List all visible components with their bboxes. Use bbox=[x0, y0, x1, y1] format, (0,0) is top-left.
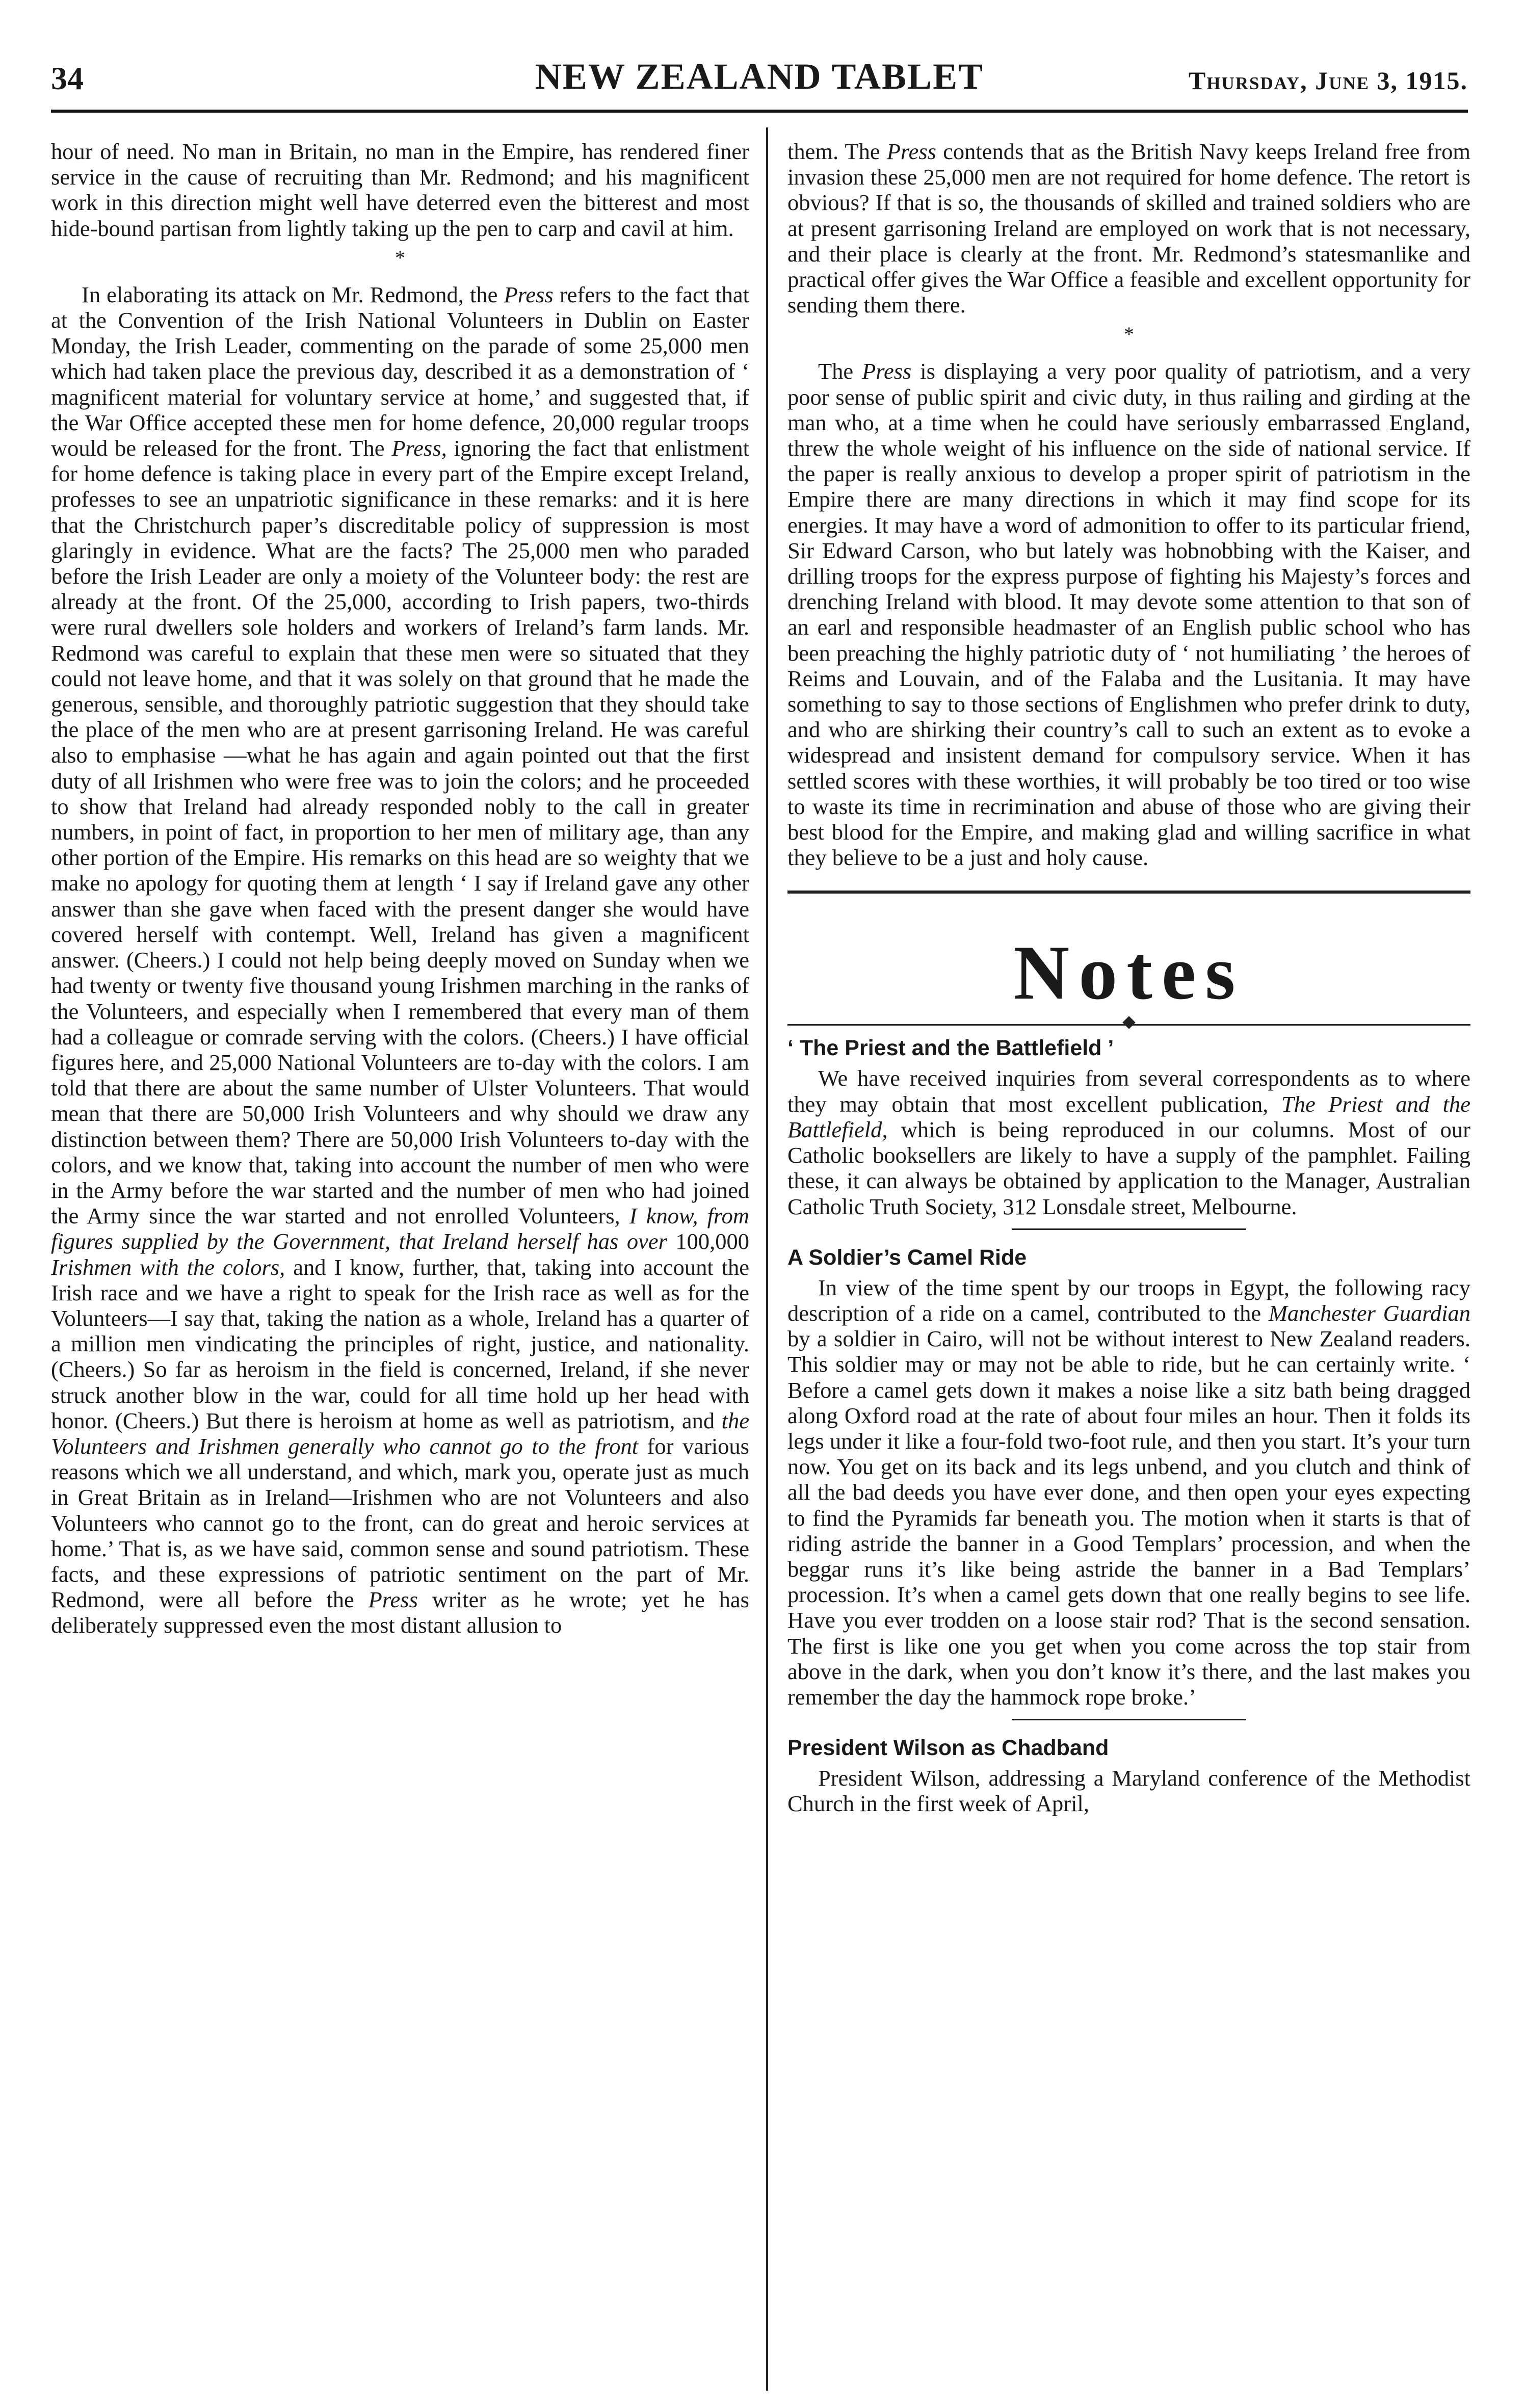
note-divider bbox=[1012, 1719, 1246, 1720]
right-paragraph-2 bbox=[787, 358, 1470, 870]
text-run: for various reasons which we all understand, and which, mark you, operate just as much in Great Britain as in Ireland—Irishmen who are not Volunteers and also Volunteers who cannot go to the front, can do great and heroic services at home.’ That is, as we have said, common sense and sound patriotism. These facts, and these expressions of patriotic sentiment on the part of Mr. Redmond, were all before the bbox=[51, 1433, 749, 1613]
text-run: contends that as the British Navy keeps Ireland free from invasion these 25,000 men are not required for home defence. The retort is obvious? If that is so, the thousands of skilled and trained soldiers who are at present garrisoning Ireland are employed on work that is not necessary, and their place is clearly at the front. Mr. Redmond’s statesmanlike and practical offer gives the War Office a feasible and excellent opportunity for sending them there. bbox=[787, 139, 1470, 318]
left-column bbox=[51, 139, 749, 1638]
notes-section-title: Notes bbox=[787, 891, 1470, 1011]
column-divider bbox=[766, 127, 768, 2391]
text-run: and I know, further, that, taking into account the Irish race and we have a right to speak for the Irish race as well as for the Volunteers—I say that, taking the nation as a whole, Ireland has a quarter of a million men vindicating the principles of right, justice, and nationality. (Cheers.) So far as heroism in the field is concerned, Ireland, if she never struck another blow in the war, could for all time hold up her head with honor. (Cheers.) But there is heroism at home as well as patriotism, and bbox=[51, 1254, 749, 1433]
italic-quote: the Volunteers and Irishmen generally who cannot go to the front bbox=[51, 1407, 749, 1459]
text-run: We have received inquiries from several correspondents as to where they may obtain that most excellent publication, bbox=[787, 1065, 1470, 1117]
press-name: Press bbox=[862, 358, 912, 384]
text-run: 100,000 bbox=[667, 1228, 750, 1254]
section-separator: * bbox=[1124, 323, 1134, 346]
text-run: refers to the fact that at the Convention of the Irish National Volunteers in Dublin on Easter Monday, the Irish Leader, commenting on the parade of some 25,000 men which had taken place the previous day, described it as a demonstration of ‘ magnificent material for voluntary service at home,’ and suggested that, if the War Office accepted these men for home defence, 20,000 regular troops would be released for the front. The bbox=[51, 281, 749, 461]
italic-title: Manchester Guardian bbox=[1268, 1300, 1470, 1326]
italic-quote: I know, from figures supplied by the Government, that Ireland herself has over bbox=[51, 1203, 749, 1254]
text-run: In elaborating its attack on Mr. Redmond, the bbox=[82, 281, 504, 307]
text-run: In view of the time spent by our troops in Egypt, the following racy description of a ride on a camel, contributed to the bbox=[787, 1274, 1470, 1326]
diamond-ornament-icon bbox=[1122, 1016, 1135, 1029]
page-number: 34 bbox=[51, 60, 84, 96]
right-paragraph-1 bbox=[787, 139, 1470, 318]
text-run: ignoring the fact that enlistment for home defence is taking place in every part of the Empire except Ireland, professes to see an unpatriotic significance in these remarks: and it is here that the Christchurch paper’s discreditable policy of suppression is most glaringly in evidence. What are the facts? The 25,000 men who paraded before the Irish Leader are only a moiety of the Volunteer body: the rest are already at the front. Of the 25,000, according to Irish papers, two-thirds were rural dwellers sole holders and workers of Ireland’s farm lands. Mr. Redmond was careful to explain that these men were so situated that they could not leave home, and that it was solely on that ground that he made the generous, sensible, and thoroughly patriotic suggestion that they should take the place of the men who are at present garrisoning Ireland. He was careful also to emphasise —what he has again and again pointed out that the first duty of all Irishmen who were free was to join the colors; and he proceeded to show that Ireland had already responded nobly to the call in greater numbers, in point of fact, in proportion to her men of military age, than any other portion of the Empire. His remarks on this head are so weighty that we make no apology for quoting them at length ‘ I say if Ireland gave any other answer than she gave when faced with the present danger she would have covered herself with contempt. Well, Ireland has given a magnificent answer. (Cheers.) I could not help being deeply moved on Sunday when we had twenty or twenty five thousand young Irishmen marching in the ranks of the Volunteers, and especially when I remembered that every man of them had a colleague or comrade serving with the colors. (Cheers.) I have official figures here, and 25,000 National Volunteers are to-day with the colors. I am told that there are about the same number of Ulster Volunteers. That would mean that there are 50,000 Irish Volunteers and why should we draw any distinction between them? There are 50,000 Irish Volunteers to-day with the colors, and we know that, taking into account the number of men who were in the Army before the war started and the number of men who had joined the Army since the war started and not enrolled Volunteers, bbox=[51, 435, 749, 1229]
section-separator: * bbox=[395, 246, 405, 269]
press-name: Press bbox=[504, 281, 554, 307]
text-run: The bbox=[818, 358, 862, 384]
left-paragraph-1: hour of need. No man in Britain, no man in the Empire, has rendered finer service in the cause of recruiting than Mr. Redmond; and his magnificent work in this direction might well have deterred even the bitterest and most hide-bound partisan from lightly taking up the pen to carp and cavil at him. bbox=[51, 139, 749, 241]
note-body-wilson: President Wilson, addressing a Maryland conference of the Methodist Church in the first week of April, bbox=[787, 1765, 1470, 1817]
note-heading-priest: ‘ The Priest and the Battlefield ’ bbox=[787, 1036, 1114, 1061]
text-run: by a soldier in Cairo, will not be without interest to New Zealand readers. This soldier may or may not be able to ride, but he can certainly write. ‘ Before a camel gets down it makes a noise like a sitz bath being dragged along Oxford road at the rate of about four miles an hour. Then it folds its legs under it like a four-fold two-foot rule, and then you start. It’s your turn now. You get on its back and its legs unbend, and you clutch and think of all the bad deeds you have ever done, and then open your eyes expecting to find the Pyramids far beneath you. The motion when it starts is that of riding astride the banner in a Good Templars’ procession, and when the beggar runs it’s like being astride the banner in a Bad Templars’ procession. It’s when a camel gets down that one really begins to see life. Have you ever trodden on a loose stair rod? That is the second sensation. The first is like one you get when you come across the top stair from above in the dark, when you don’t know it’s there, and the last makes you remember the day the hammock rope broke.’ bbox=[787, 1326, 1470, 1710]
note-body-priest bbox=[787, 1065, 1470, 1219]
right-column bbox=[787, 139, 1470, 1817]
issue-date: Thursday, June 3, 1915. bbox=[1188, 66, 1468, 95]
publication-title: NEW ZEALAND TABLET bbox=[535, 56, 984, 97]
note-body-camel bbox=[787, 1275, 1470, 1710]
masthead bbox=[51, 54, 1468, 113]
notes-ornament-rule bbox=[787, 1024, 1470, 1026]
press-name: Press bbox=[368, 1587, 418, 1613]
text-run: them. The bbox=[787, 139, 887, 164]
text-run: is displaying a very poor quality of patriotism, and a very poor sense of public spirit and civic duty, in thus railing and girding at the man who, at a time when he could have seriously embarrassed England, threw the whole weight of his influence on the side of national service. If the paper is really anxious to develop a proper spirit of patriotism in the Empire there are many directions in which it may find scope for its energies. It may have a word of admonition to offer to its particular friend, Sir Edward Carson, who but lately was hobnobbing with the Kaiser, and drilling troops for the express purpose of fighting his Majesty’s forces and drenching Ireland with blood. It may devote some attention to that son of an earl and responsible headmaster of an English public school who has been preaching the highly patriotic duty of ‘ not humiliating ’ the heroes of Reims and Louvain, and of the Falaba and the Lusitania. It may have something to say to those sections of Englishmen who prefer drink to duty, and who are shirking their country’s call to such an extent as to evoke a widespread and insistent demand for compulsory service. When it has settled scores with these worthies, it will probably be too tired or too wise to waste its time in recrimination and abuse of those who are giving their best blood for the Empire, and making glad and willing sacrifice in what they believe to be a just and holy cause. bbox=[787, 358, 1471, 871]
text-run: which is being reproduced in our columns. Most of our Catholic booksellers are likely to have a supply of the pamphlet. Failing these, it can always be obtained by application to the Manager, Australian Catholic Truth Society, 312 Lonsdale street, Melbourne. bbox=[787, 1116, 1470, 1219]
press-name: Press, bbox=[391, 435, 447, 461]
italic-title: The Priest and the Battlefield, bbox=[787, 1091, 1470, 1142]
note-divider bbox=[1012, 1228, 1246, 1230]
italic-quote: Irishmen with the colors, bbox=[51, 1254, 285, 1280]
left-paragraph-2 bbox=[51, 282, 749, 1638]
text-run: writer as he wrote; yet he has deliberately suppressed even the most distant allusion to bbox=[51, 1587, 749, 1638]
note-heading-camel: A Soldier’s Camel Ride bbox=[787, 1245, 1027, 1270]
note-heading-wilson: President Wilson as Chadband bbox=[787, 1736, 1109, 1761]
press-name: Press bbox=[886, 139, 936, 164]
